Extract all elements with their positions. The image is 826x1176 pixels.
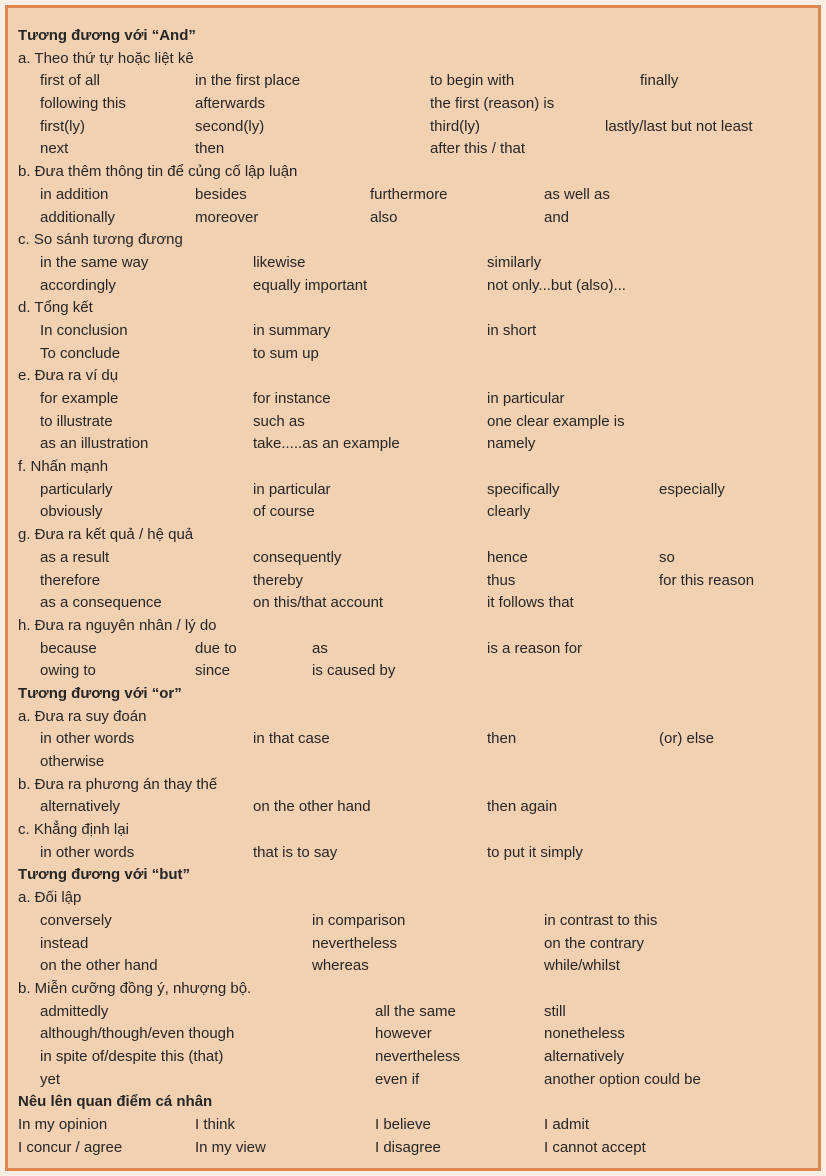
phrase: admittedly: [40, 1002, 109, 1020]
table-row: [8, 343, 818, 366]
section-or: [8, 683, 818, 706]
phrase: likewise: [253, 253, 306, 271]
phrase: (or) else: [659, 730, 715, 748]
phrase: as an illustration: [40, 435, 149, 453]
group-label: f. Nhấn mạnh: [18, 458, 109, 476]
section-title: Tương đương với “but”: [18, 866, 191, 884]
phrase: In conclusion: [40, 321, 128, 339]
phrase: take.....as an example: [253, 435, 400, 453]
group-label: b. Đưa ra phương án thay thế: [18, 775, 218, 793]
section-opinion: [8, 1091, 818, 1114]
section-title: Tương đương với “or”: [18, 684, 182, 702]
group-label-row: [8, 161, 818, 184]
table-row: [8, 70, 818, 93]
table-row: [8, 479, 818, 502]
group-label: d. Tổng kết: [18, 299, 93, 317]
table-row: [8, 252, 818, 275]
phrase: also: [370, 208, 398, 226]
phrase: because: [40, 639, 97, 657]
group-label-row: [8, 524, 818, 547]
phrase: thereby: [253, 571, 304, 589]
phrase: due to: [195, 639, 237, 657]
phrase: all the same: [375, 1002, 456, 1020]
panel-content: [8, 25, 818, 1159]
table-row: [8, 1023, 818, 1046]
phrase: namely: [487, 435, 536, 453]
table-row: [8, 660, 818, 683]
phrase: however: [375, 1025, 432, 1043]
table-row: [8, 1069, 818, 1092]
phrase: finally: [640, 72, 679, 90]
group-label-row: [8, 297, 818, 320]
phrase: particularly: [40, 480, 113, 498]
group-label-row: [8, 229, 818, 252]
phrase: hence: [487, 548, 528, 566]
phrase: for instance: [253, 390, 331, 407]
phrase: in other words: [40, 730, 135, 748]
phrase: although/though/even though: [40, 1025, 235, 1043]
group-label: g. Đưa ra kết quả / hệ quả: [18, 526, 194, 544]
phrase: as a result: [40, 548, 110, 566]
phrase: in particular: [487, 390, 565, 407]
table-row: [8, 728, 818, 751]
table-row: [8, 388, 818, 411]
group-label-row: [8, 365, 818, 388]
table-row: [8, 184, 818, 207]
phrase: In my view: [195, 1138, 266, 1156]
phrase: as well as: [544, 185, 610, 203]
table-row: [8, 116, 818, 139]
phrase: I think: [195, 1116, 236, 1133]
phrase: conversely: [40, 911, 112, 929]
phrase: to sum up: [253, 344, 319, 362]
bordered-panel: [5, 5, 821, 1171]
phrase: in the same way: [40, 253, 149, 271]
table-row: [8, 955, 818, 978]
table-row: [8, 796, 818, 819]
phrase: I disagree: [375, 1138, 441, 1156]
phrase: especially: [659, 480, 725, 498]
phrase: owing to: [40, 662, 96, 680]
phrase: similarly: [487, 253, 542, 271]
phrase: the first (reason) is: [430, 95, 555, 113]
phrase: on the other hand: [253, 798, 371, 816]
section-title: Tương đương với “And”: [18, 27, 196, 44]
phrase: it follows that: [487, 594, 574, 612]
phrase: equally important: [253, 276, 368, 294]
phrase: one clear example is: [487, 412, 625, 430]
table-row: [8, 547, 818, 570]
phrase: still: [544, 1002, 566, 1020]
phrase: first of all: [40, 72, 101, 90]
table-row: [8, 910, 818, 933]
table-row: [8, 411, 818, 434]
phrase: nonetheless: [544, 1025, 625, 1043]
phrase: I admit: [544, 1116, 590, 1133]
phrase: in addition: [40, 185, 109, 203]
phrase: in spite of/despite this (that): [40, 1047, 224, 1065]
phrase: thus: [487, 571, 516, 589]
phrase: instead: [40, 934, 89, 952]
phrase: is a reason for: [487, 639, 583, 657]
group-label-row: [8, 774, 818, 797]
group-label-row: [8, 978, 818, 1001]
phrase: therefore: [40, 571, 101, 589]
table-row: [8, 501, 818, 524]
phrase: that is to say: [253, 843, 338, 861]
group-label-row: [8, 456, 818, 479]
section-but: [8, 864, 818, 887]
phrase: while/whilst: [544, 957, 620, 975]
table-row: [8, 1001, 818, 1024]
table-row: [8, 638, 818, 661]
phrase: as a consequence: [40, 594, 162, 612]
phrase: accordingly: [40, 276, 116, 294]
group-label: h. Đưa ra nguyên nhân / lý do: [18, 616, 217, 634]
phrase: in summary: [253, 321, 331, 339]
group-label-row: [8, 887, 818, 910]
phrase: lastly/last but not least: [605, 117, 753, 135]
phrase: for example: [40, 390, 119, 407]
section-and: [8, 25, 818, 48]
phrase: moreover: [195, 208, 259, 226]
phrase: in comparison: [312, 911, 406, 929]
phrase: I believe: [375, 1116, 431, 1133]
phrase: consequently: [253, 548, 342, 566]
phrase: on the contrary: [544, 934, 645, 952]
group-label-row: [8, 706, 818, 729]
group-label: a. Đối lập: [18, 889, 82, 907]
group-label: b. Miễn cưỡng đồng ý, nhượng bộ.: [18, 979, 252, 997]
phrase: not only...but (also)...: [487, 276, 626, 294]
phrase: then again: [487, 798, 558, 816]
phrase: next: [40, 140, 69, 158]
phrase: such as: [253, 412, 305, 430]
table-row: [8, 842, 818, 865]
phrase: as: [312, 639, 328, 657]
phrase: even if: [375, 1070, 420, 1088]
table-row: [8, 1046, 818, 1069]
phrase: yet: [40, 1070, 61, 1088]
phrase: to illustrate: [40, 412, 113, 430]
phrase: of course: [253, 503, 315, 521]
phrase: following this: [40, 95, 126, 113]
phrase: another option could be: [544, 1070, 701, 1088]
group-label: a. Đưa ra suy đoán: [18, 707, 147, 725]
group-label: e. Đưa ra ví dụ: [18, 367, 119, 385]
table-row: [8, 93, 818, 116]
phrase: on the other hand: [40, 957, 158, 975]
group-label-row: [8, 819, 818, 842]
phrase: afterwards: [195, 95, 266, 113]
table-row: [8, 320, 818, 343]
group-label: c. Khẳng định lại: [18, 821, 129, 839]
phrase: clearly: [487, 503, 531, 521]
phrase: to begin with: [430, 72, 515, 90]
group-label: b. Đưa thêm thông tin để củng cố lập luận: [18, 163, 298, 181]
phrase: additionally: [40, 208, 116, 226]
phrase: and: [544, 208, 570, 226]
phrase: specifically: [487, 480, 560, 498]
section-title: Nêu lên quan điểm cá nhân: [18, 1093, 213, 1111]
phrase: to put it simply: [487, 843, 583, 861]
phrase: is caused by: [312, 662, 396, 680]
phrase: To conclude: [40, 344, 121, 362]
phrase: in short: [487, 321, 537, 339]
table-row: [8, 433, 818, 456]
table-row: [8, 138, 818, 161]
table-row: [8, 751, 818, 774]
phrase: for this reason: [659, 571, 755, 589]
phrase: since: [195, 662, 231, 680]
phrase: obviously: [40, 503, 103, 521]
phrase: furthermore: [370, 185, 448, 203]
phrase: then: [195, 140, 225, 158]
table-row: [8, 1137, 818, 1160]
phrase: In my opinion: [18, 1116, 108, 1133]
phrase: I concur / agree: [18, 1138, 123, 1156]
phrase: then: [487, 730, 517, 748]
phrase: in contrast to this: [544, 911, 658, 929]
group-label: c. So sánh tương đương: [18, 231, 183, 249]
phrase: whereas: [312, 957, 369, 975]
group-label: a. Theo thứ tự hoặc liệt kê: [18, 49, 194, 67]
table-row: [8, 207, 818, 230]
phrase: so: [659, 548, 675, 566]
phrase: in particular: [253, 480, 331, 498]
phrase: otherwise: [40, 753, 105, 770]
phrase: nevertheless: [312, 934, 398, 952]
phrase: in other words: [40, 843, 135, 861]
phrase: second(ly): [195, 117, 265, 135]
group-label-row: [8, 48, 818, 71]
phrase: in that case: [253, 730, 330, 748]
phrase: alternatively: [544, 1047, 625, 1065]
phrase: third(ly): [430, 117, 481, 135]
table-row: [8, 933, 818, 956]
phrase: alternatively: [40, 798, 121, 816]
phrase: after this / that: [430, 140, 526, 158]
phrase: on this/that account: [253, 594, 384, 612]
phrase: first(ly): [40, 117, 85, 135]
table-row: [8, 275, 818, 298]
phrase: in the first place: [195, 72, 301, 90]
phrase: I cannot accept: [544, 1138, 646, 1156]
table-row: [8, 592, 818, 615]
table-row: [8, 1114, 818, 1137]
phrase: nevertheless: [375, 1047, 461, 1065]
phrase: besides: [195, 185, 247, 203]
group-label-row: [8, 615, 818, 638]
table-row: [8, 570, 818, 593]
